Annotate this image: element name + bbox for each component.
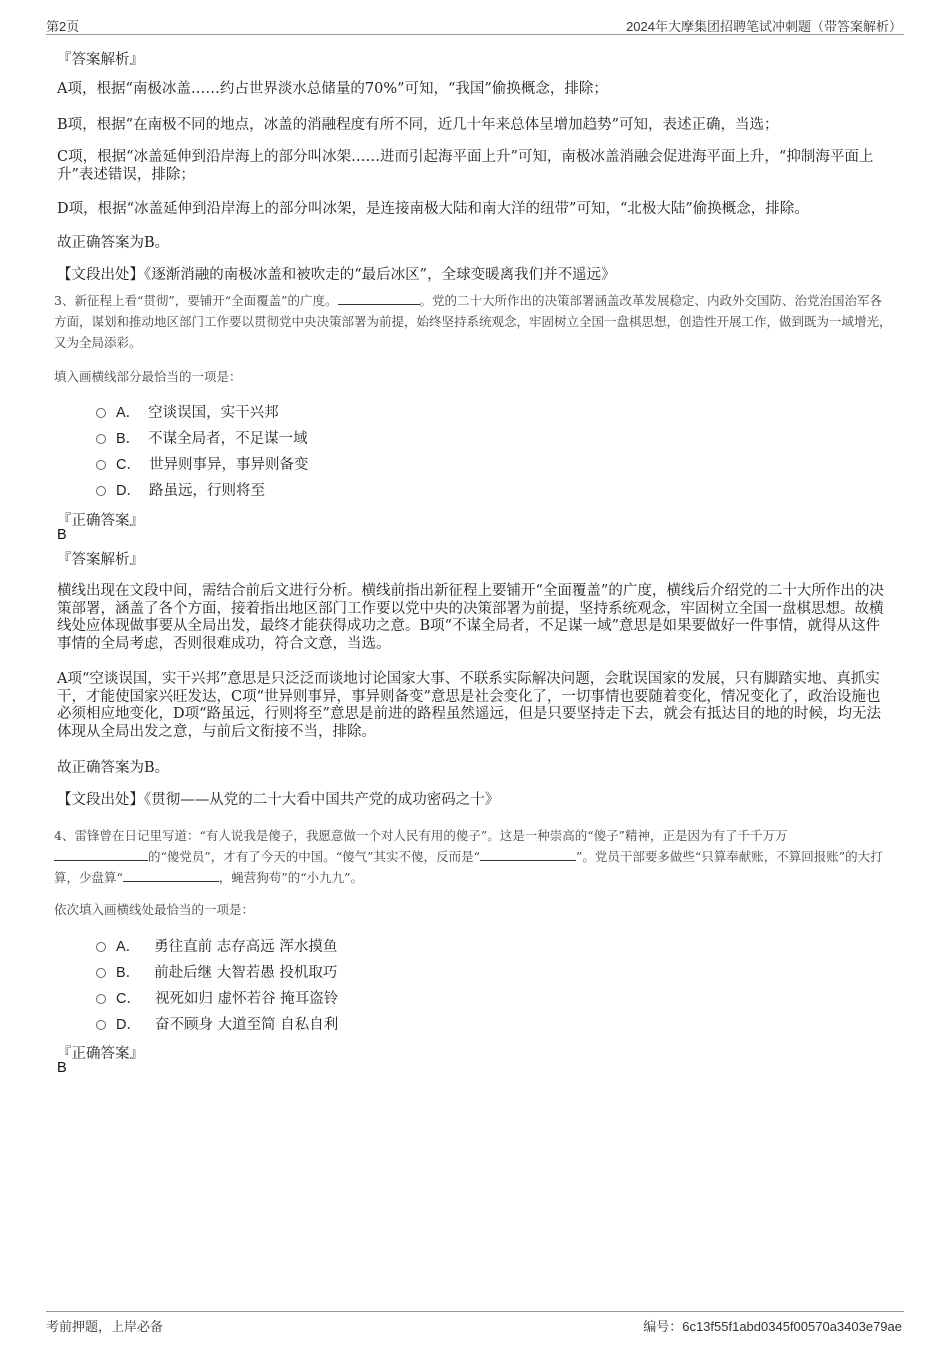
- q4-blank-2: [480, 848, 576, 861]
- q4-option-c[interactable]: [96, 987, 338, 1008]
- q3-analysis-p1: 横线出现在文段中间，需结合前后文进行分析。横线前指出新征程上要铺开“全面覆盖”的广度，横线后介绍党的二十大所作出的决策部署，涵盖了各个方面，接着指出地区部门工作要以党中央的决策部署为前提，坚持系统观念，牢固树立全国一盘棋思想。故横线处应体现做事要从全局出发，最终才能获得成功之意。B项“不谋全局者，不足谋一域”意思是如果要做好一件事情，就得从这件事情的全局考虑，否则很难成功，符合文意，当选。: [57, 583, 884, 652]
- option-text: 视死如归 虚怀若谷 掩耳盗铃: [154, 991, 339, 1007]
- q3-option-c[interactable]: [96, 453, 308, 474]
- option-label: B．: [116, 431, 141, 447]
- q2-analysis-d: D项，根据“冰盖延伸到沿岸海上的部分叫冰架，是连接南极大陆和南大洋的纽带”可知，“北极大陆”偷换概念，排除。: [57, 201, 809, 217]
- option-label: A．: [116, 405, 141, 421]
- option-label: A．: [116, 939, 141, 955]
- option-text: 前赴后继 大智若愚 投机取巧: [154, 965, 338, 981]
- page-number: 第2页: [46, 19, 80, 34]
- radio-icon[interactable]: [96, 460, 106, 470]
- q2-analysis-c: C项，根据“冰盖延伸到沿岸海上的部分叫冰架……进而引起海平面上升”可知，南极冰盖消融会促进海平面上升，“抑制海平面上升”表述错误，排除；: [57, 149, 874, 183]
- q3-analysis-tag: 『答案解析』: [57, 552, 144, 568]
- option-text: 勇往直前 志存高远 浑水摸鱼: [154, 939, 338, 955]
- q3-option-b[interactable]: [96, 427, 308, 448]
- radio-icon[interactable]: [96, 486, 106, 496]
- radio-icon[interactable]: [96, 434, 106, 444]
- q3-source: 【文段出处】《贯彻——从党的二十大看中国共产党的成功密码之十》: [57, 792, 500, 808]
- q4-blank-1: [54, 848, 148, 861]
- page-footer: [46, 1311, 904, 1334]
- radio-icon[interactable]: [96, 994, 106, 1004]
- q4-stem-part3: ”。党员干部要多做些“只算奉献账，不算回报账”的大打算，少盘算“: [54, 849, 883, 885]
- footer-slogan: 考前押题，上岸必备: [46, 1319, 164, 1334]
- q3-stem: [54, 290, 894, 353]
- footer-code: 编号：6c13f55f1abd0345f00570a3403e79ae: [643, 1319, 902, 1334]
- radio-icon[interactable]: [96, 408, 106, 418]
- q3-correct-answer: B: [57, 527, 67, 543]
- radio-icon[interactable]: [96, 968, 106, 978]
- q4-stem-part4: ，蝇营狗苟”的“小九九”。: [218, 870, 364, 885]
- q3-correct-tag: 『正确答案』: [57, 513, 144, 529]
- q3-conclusion: 故正确答案为B。: [57, 760, 170, 776]
- option-text: 不谋全局者，不足谋一域: [148, 431, 308, 447]
- page-header: [46, 14, 904, 35]
- radio-icon[interactable]: [96, 942, 106, 952]
- q4-correct-answer: B: [57, 1060, 67, 1076]
- q2-analysis-b: B项，根据“在南极不同的地点，冰盖的消融程度有所不同，近几十年来总体呈增加趋势”可知，表述正确，当选；: [57, 117, 779, 133]
- option-label: D．: [116, 483, 141, 499]
- q3-option-d[interactable]: [96, 479, 265, 500]
- q4-option-a[interactable]: [96, 935, 337, 956]
- q2-analysis-tag: 『答案解析』: [57, 52, 144, 68]
- option-label: B．: [116, 965, 141, 981]
- q4-prompt: 依次填入画横线处最恰当的一项是：: [54, 902, 255, 917]
- q4-option-b[interactable]: [96, 961, 337, 982]
- q4-option-d[interactable]: [96, 1013, 338, 1034]
- q3-prompt: 填入画横线部分最恰当的一项是：: [54, 369, 242, 384]
- q3-stem-before: 3、新征程上看“贯彻”，要铺开“全面覆盖”的广度。: [54, 293, 338, 308]
- q3-analysis-p2: A项“空谈误国，实干兴邦”意思是只泛泛而谈地讨论国家大事、不联系实际解决问题，会耽误国家的发展，只有脚踏实地、真抓实干，才能使国家兴旺发达，C项“世异则事异，事异则备变”意思是社会变化了，一切事情也要随着变化，情况变化了，政治设施也必须相应地变化，D项“路虽远，行则将至”意思是前进的路程虽然遥远，但是只要坚持走下去，就会有抵达目的地的时候，均无法体现从全局出发之意，与前后文衔接不当，排除。: [57, 671, 881, 740]
- q2-analysis-a: A项，根据“南极冰盖……约占世界淡水总储量的70%”可知，“我国”偷换概念，排除；: [57, 81, 608, 97]
- q2-source: 【文段出处】《逐渐消融的南极冰盖和被吹走的“最后冰区”，全球变暖离我们并不遥远》: [57, 267, 616, 283]
- option-label: C．: [116, 457, 141, 473]
- q4-correct-tag: 『正确答案』: [57, 1046, 144, 1062]
- document-title: 2024年大摩集团招聘笔试冲刺题（带答案解析）: [626, 19, 902, 34]
- q4-stem: [54, 825, 894, 888]
- option-label: D．: [116, 1017, 141, 1033]
- option-text: 奋不顾身 大道至简 自私自利: [154, 1017, 339, 1033]
- q3-stem-after: 。党的二十大所作出的决策部署涵盖改革发展稳定、内政外交国防、治党治国治军各方面，谋划和推动地区部门工作要以贯彻党中央决策部署为前提，始终坚持系统观念，牢固树立全国一盘棋思想，创造性开展工作，做到既为一域增光，又为全局添彩。: [54, 293, 892, 350]
- option-label: C．: [116, 991, 141, 1007]
- q4-stem-part2: 的“傻党员”，才有了今天的中国。“傻气”其实不傻，反而是“: [148, 849, 480, 864]
- option-text: 空谈误国，实干兴邦: [148, 405, 279, 421]
- q3-blank: [338, 292, 420, 305]
- option-text: 世异则事异，事异则备变: [148, 457, 309, 473]
- q4-blank-3: [123, 869, 219, 882]
- option-text: 路虽远，行则将至: [148, 483, 265, 499]
- q2-conclusion: 故正确答案为B。: [57, 235, 170, 251]
- radio-icon[interactable]: [96, 1020, 106, 1030]
- q3-option-a[interactable]: [96, 401, 279, 422]
- q4-stem-part1: 4、雷锋曾在日记里写道：“有人说我是傻子，我愿意做一个对人民有用的傻子”。这是一种崇高的“傻子”精神，正是因为有了千千万万: [54, 828, 788, 843]
